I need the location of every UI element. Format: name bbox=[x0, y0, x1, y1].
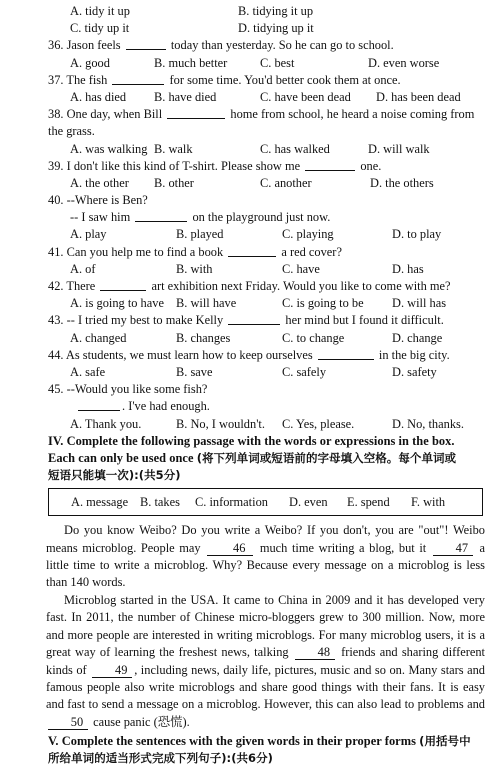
question-40-line2 bbox=[48, 209, 487, 226]
q35-options-row1 bbox=[48, 3, 487, 20]
option-c[interactable]: C. best bbox=[260, 55, 295, 70]
blank-47[interactable]: 47 bbox=[433, 541, 473, 556]
passage-text: different kinds of bbox=[46, 645, 485, 677]
blank-46[interactable]: 46 bbox=[207, 541, 253, 556]
passage-text: a great way of learning the freshest news, talking bbox=[46, 627, 485, 660]
passage-text: Many stars and famous people also write microblogs and share good things with their bbox=[46, 662, 485, 694]
word-option-a[interactable]: A. message bbox=[71, 495, 129, 510]
passage-text: means microblog. People may bbox=[46, 540, 201, 555]
question-text: As students, we must learn how to keep ourselves bbox=[65, 347, 313, 362]
option-c[interactable]: C. to change bbox=[282, 330, 345, 345]
option-d[interactable]: D. the others bbox=[370, 175, 434, 190]
question-text: the grass. bbox=[48, 124, 95, 139]
question-36-options bbox=[48, 55, 487, 72]
question-36 bbox=[48, 37, 487, 54]
question-37 bbox=[48, 72, 487, 89]
question-45 bbox=[48, 381, 487, 398]
question-text: in the big city. bbox=[378, 347, 450, 362]
question-text: art exhibition next Friday. Would you like to come with me? bbox=[151, 279, 451, 293]
question-44 bbox=[48, 347, 487, 364]
question-number: 44. bbox=[48, 347, 64, 362]
option-d[interactable]: D. to play bbox=[392, 227, 442, 242]
option-d[interactable]: D. change bbox=[392, 330, 443, 345]
passage-text: Do you know Weibo? Do you write a Weibo? If you don't, you are "out"! Weibo bbox=[64, 523, 485, 538]
question-45-line2 bbox=[48, 398, 487, 415]
blank-49[interactable]: 49 bbox=[92, 663, 132, 678]
question-number: 41. bbox=[48, 244, 64, 259]
question-40 bbox=[48, 192, 487, 209]
question-39 bbox=[48, 158, 487, 175]
option-a[interactable]: A. Thank you. bbox=[70, 416, 142, 431]
question-text: on the playground just now. bbox=[192, 210, 331, 225]
passage-paragraph-2 bbox=[46, 592, 485, 731]
q35-option-b[interactable]: B. tidying it up bbox=[238, 4, 314, 18]
question-text: Jason feels bbox=[66, 38, 121, 53]
option-a[interactable]: A. safe bbox=[70, 364, 106, 379]
word-option-f[interactable]: F. with bbox=[411, 495, 446, 510]
question-38 bbox=[48, 106, 487, 123]
passage-text: fast. In 2011, the number of Chinese micro-bloggers grew to 300 million. Now, more bbox=[46, 610, 485, 625]
option-c[interactable]: C. playing bbox=[282, 227, 334, 242]
answer-blank[interactable] bbox=[100, 278, 146, 291]
question-44-options bbox=[48, 364, 487, 381]
passage-text: Microblog started in the USA. It came to China in 2009 and it has developed very bbox=[64, 592, 485, 607]
option-b[interactable]: B. will have bbox=[176, 296, 237, 311]
passage-text: a little time to write a microblog. Why? Because every message on a bbox=[46, 540, 485, 573]
section-5-heading-cont bbox=[48, 750, 487, 767]
option-b[interactable]: B. changes bbox=[176, 330, 231, 345]
section-4-instruction-en: Each can only be used once bbox=[48, 450, 194, 465]
question-41-options bbox=[48, 261, 487, 278]
question-text: . I've had enough. bbox=[122, 399, 210, 414]
question-text: her mind but I found it difficult. bbox=[285, 313, 444, 328]
passage-text: microblog is less than 140 words. bbox=[46, 558, 485, 590]
option-a[interactable]: A. is going to have bbox=[70, 296, 164, 311]
section-4-instructions bbox=[48, 450, 487, 467]
passage bbox=[46, 522, 485, 731]
answer-blank[interactable] bbox=[135, 209, 187, 222]
q35-options-row2 bbox=[48, 20, 487, 37]
passage-paragraph-1 bbox=[46, 522, 485, 592]
question-39-options bbox=[48, 175, 487, 192]
section-4-instruction-cn-cont: 短语只能填一次):(共5分) bbox=[48, 468, 181, 483]
question-text: -- I tried my best to make Kelly bbox=[66, 313, 224, 328]
answer-blank[interactable] bbox=[78, 398, 120, 411]
question-45-options bbox=[48, 416, 487, 433]
passage-text: fans. It is easy and fast to send a message on a microblog. However, this can also lead bbox=[46, 679, 485, 712]
question-text: --Where is Ben? bbox=[66, 193, 148, 208]
option-a[interactable]: A. the other bbox=[70, 175, 129, 190]
question-40-options bbox=[48, 226, 487, 243]
answer-blank[interactable] bbox=[112, 72, 164, 85]
option-a[interactable]: A. was walking bbox=[70, 141, 148, 156]
question-text: Can you help me to find a book bbox=[66, 244, 224, 259]
question-42 bbox=[48, 278, 487, 295]
option-b[interactable]: B. played bbox=[176, 227, 224, 242]
question-number: 37. bbox=[48, 72, 64, 87]
answer-blank[interactable] bbox=[228, 312, 280, 325]
option-a[interactable]: A. of bbox=[70, 261, 96, 276]
option-b[interactable]: B. with bbox=[176, 261, 213, 276]
question-text: There bbox=[66, 279, 96, 293]
option-b[interactable]: B. walk bbox=[154, 141, 193, 156]
question-text: for some time. You'd better cook them at once. bbox=[169, 72, 401, 87]
section-4-heading bbox=[48, 433, 487, 450]
question-text: one. bbox=[360, 158, 382, 173]
question-number: 43. bbox=[48, 313, 64, 328]
word-option-e[interactable]: E. spend bbox=[347, 495, 390, 510]
option-d[interactable]: D. safety bbox=[392, 364, 437, 379]
answer-blank[interactable] bbox=[318, 347, 374, 360]
section-5-title: V. Complete the sentences with the given words in their proper forms bbox=[48, 734, 416, 749]
passage-text: cause panic (恐慌). bbox=[93, 714, 190, 729]
question-number: 40. bbox=[48, 193, 64, 208]
option-c[interactable]: C. have been dead bbox=[260, 89, 351, 104]
option-d[interactable]: D. even worse bbox=[368, 55, 440, 70]
question-number: 38. bbox=[48, 107, 64, 122]
option-b[interactable]: B. other bbox=[154, 175, 194, 190]
question-38-options bbox=[48, 141, 487, 158]
question-42-options bbox=[48, 295, 487, 312]
option-a[interactable]: A. play bbox=[70, 227, 107, 242]
option-a[interactable]: A. changed bbox=[70, 330, 127, 345]
section-5-heading bbox=[48, 733, 487, 750]
option-c[interactable]: C. Yes, please. bbox=[282, 416, 355, 431]
option-c[interactable]: C. safely bbox=[282, 364, 327, 379]
word-option-b[interactable]: B. takes bbox=[140, 495, 180, 510]
question-text: a red cover? bbox=[281, 244, 342, 259]
question-number: 36. bbox=[48, 38, 64, 53]
word-box bbox=[48, 488, 483, 516]
blank-48[interactable]: 48 bbox=[295, 645, 335, 660]
section-4-instructions-cont bbox=[48, 467, 487, 484]
question-text: home from school, he heard a noise coming from bbox=[230, 107, 475, 122]
q35-option-c[interactable]: C. tidy up it bbox=[70, 21, 130, 36]
answer-blank[interactable] bbox=[167, 106, 225, 119]
question-text: One day, when Bill bbox=[66, 107, 163, 122]
question-43 bbox=[48, 312, 487, 329]
option-c[interactable]: C. another bbox=[260, 175, 312, 190]
option-c[interactable]: C. have bbox=[282, 261, 320, 276]
option-b[interactable]: B. save bbox=[176, 364, 213, 379]
passage-text: and more people are interested in writing microblogs. For many microblog users, it is bbox=[46, 627, 476, 642]
question-41 bbox=[48, 244, 487, 261]
answer-blank[interactable] bbox=[305, 158, 355, 171]
section-4-title: IV. Complete the following passage with the words or expressions in the box. bbox=[48, 433, 455, 448]
question-37-options bbox=[48, 89, 487, 106]
option-a[interactable]: A. has died bbox=[70, 89, 127, 104]
passage-text: , including news, daily life, pictures, music and so on. bbox=[134, 662, 405, 677]
option-a[interactable]: A. good bbox=[70, 55, 110, 70]
question-number: 39. bbox=[48, 158, 64, 173]
blank-50[interactable]: 50 bbox=[48, 715, 88, 730]
word-option-d[interactable]: D. even bbox=[289, 495, 328, 510]
option-b[interactable]: B. have died bbox=[154, 89, 217, 104]
question-38-continued bbox=[48, 123, 487, 140]
answer-blank[interactable] bbox=[126, 37, 166, 50]
section-5-title-cn-cont: 所给单词的适当形式完成下列句子):(共6分) bbox=[48, 751, 273, 766]
q35-option-a[interactable]: A. tidy it up bbox=[70, 4, 130, 18]
passage-text: friends and sharing bbox=[341, 645, 439, 660]
option-b[interactable]: B. No, I wouldn't. bbox=[176, 416, 265, 431]
section-4-instruction-cn: (将下列单词或短语前的字母填入空格。每个单词或 bbox=[196, 450, 457, 465]
question-number: 42. bbox=[48, 279, 64, 293]
option-d[interactable]: D. has been dead bbox=[376, 89, 461, 104]
option-b[interactable]: B. much better bbox=[154, 55, 228, 70]
question-text: I don't like this kind of T-shirt. Please show me bbox=[66, 158, 301, 173]
q35-option-d[interactable]: D. tidying up it bbox=[238, 21, 314, 36]
option-d[interactable]: D. No, thanks. bbox=[392, 416, 464, 431]
option-d[interactable]: D. will walk bbox=[368, 141, 430, 156]
answer-blank[interactable] bbox=[228, 244, 276, 257]
option-c[interactable]: C. has walked bbox=[260, 141, 330, 156]
option-d[interactable]: D. will has bbox=[392, 296, 447, 311]
question-text: -- I saw him bbox=[70, 210, 131, 225]
question-text: The fish bbox=[66, 72, 108, 87]
question-text: today than yesterday. So he can go to school. bbox=[170, 38, 394, 53]
question-43-options bbox=[48, 330, 487, 347]
question-text: --Would you like some fish? bbox=[66, 382, 208, 397]
passage-text: to problems and bbox=[404, 697, 485, 712]
exam-page bbox=[0, 3, 499, 764]
option-c[interactable]: C. is going to be bbox=[282, 296, 364, 311]
passage-text: much time writing a blog, but it bbox=[259, 540, 427, 555]
question-number: 45. bbox=[48, 382, 64, 397]
option-d[interactable]: D. has bbox=[392, 261, 424, 276]
word-option-c[interactable]: C. information bbox=[195, 495, 268, 510]
section-5-title-cn: (用括号中 bbox=[419, 734, 471, 749]
